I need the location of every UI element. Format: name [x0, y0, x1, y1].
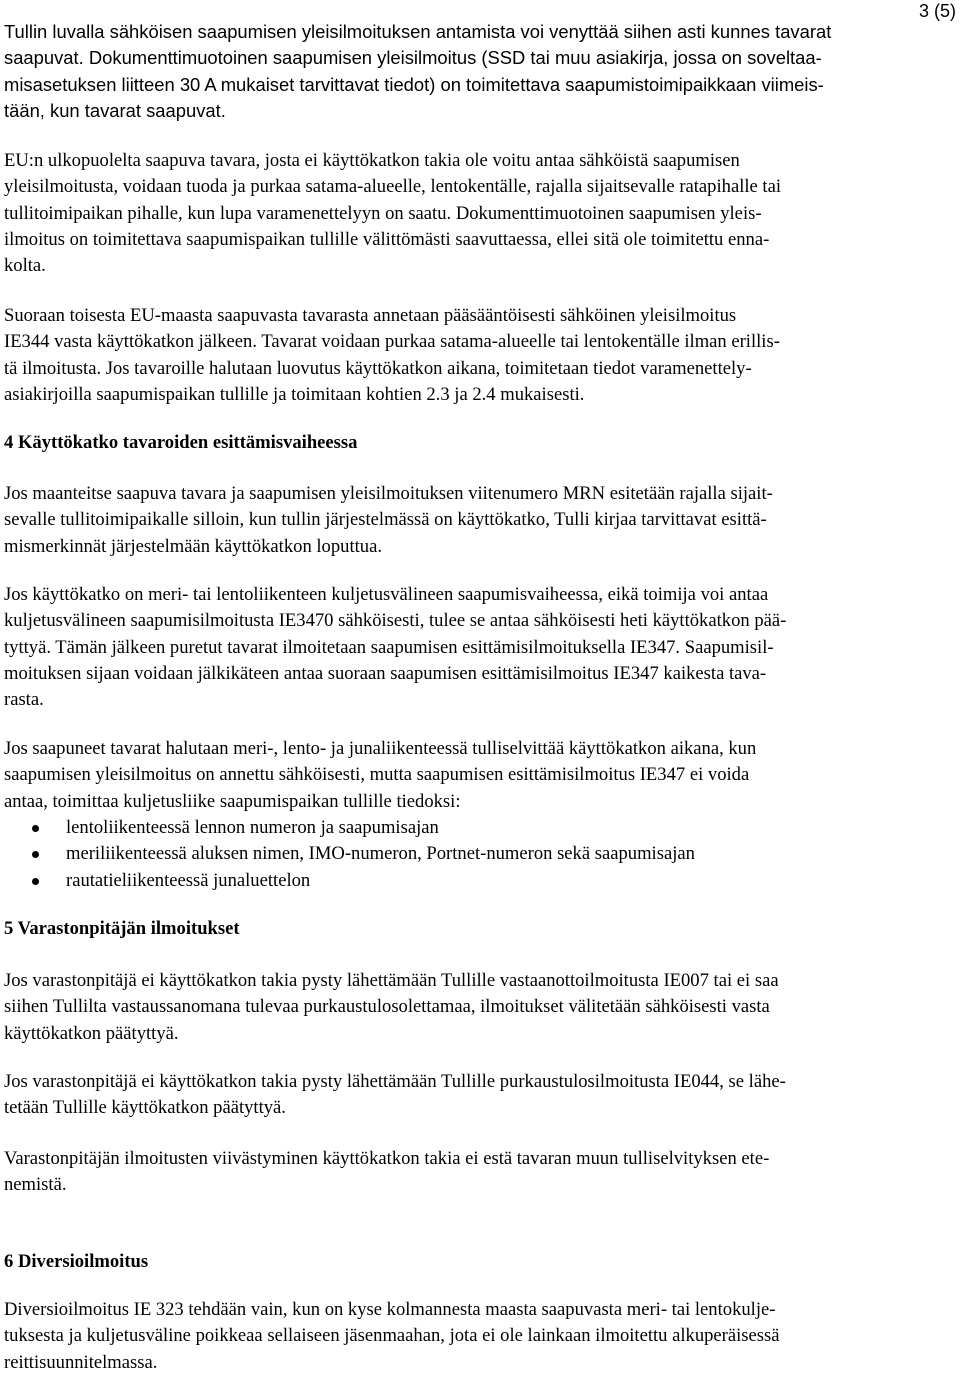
list-item	[4, 841, 695, 867]
bullet-list	[4, 815, 695, 894]
text-line: mismerkinnät järjestelmään käyttökatkon loputtua.	[4, 535, 382, 557]
text-line: kolta.	[4, 255, 46, 277]
list-item	[4, 815, 695, 841]
section-5-paragraph-2	[4, 1069, 956, 1122]
section-4-paragraph-3	[4, 736, 956, 815]
text-line: rasta.	[4, 689, 44, 711]
list-item-text: meriliikenteessä aluksen nimen, IMO-numeron, Portnet-numeron sekä saapumisajan	[66, 843, 695, 865]
eu-inside-paragraph	[4, 303, 956, 408]
intro-paragraph	[4, 19, 956, 124]
text-line: sevalle tullitoimipaikalle silloin, kun tullin järjestelmässä on käyttökatko, Tulli kirjaa tarvittavat esittä-	[4, 509, 767, 531]
text-line: Jos käyttökatko on meri- tai lentoliikenteen kuljetusvälineen saapumisvaiheessa, eikä toimija voi antaa	[4, 584, 769, 605]
text-line: tetään Tullille käyttökatkon päätyttyä.	[4, 1097, 286, 1119]
text-line: Jos maanteitse saapuva tavara ja saapumisen yleisilmoituksen viitenumero MRN esitetään rajalla sijait-	[4, 483, 773, 504]
section-5-paragraph-3	[4, 1146, 956, 1199]
text-line: tään, kun tavarat saapuvat.	[4, 99, 226, 121]
text-line: reittisuunnitelmassa.	[4, 1351, 158, 1373]
section-6-paragraph-1	[4, 1297, 956, 1376]
bullet-icon	[32, 825, 39, 832]
text-line: käyttökatkon päätyttyä.	[4, 1022, 179, 1044]
text-line: saapuvat. Dokumenttimuotoinen saapumisen yleisilmoitus (SSD tai muu asiakirja, jossa on soveltaa-	[4, 47, 822, 69]
text-line: tuksesta ja kuljetusväline poikkeaa sellaiseen jäsenmaahan, jota ei ole lainkaan ilmoitettu alkuperäisessä	[4, 1325, 780, 1347]
text-line: misasetuksen liitteen 30 A mukaiset tarvittavat tiedot) on toimitettava saapumistoimipaikkaan viimeis-	[4, 73, 824, 95]
section-6-heading: 6 Diversioilmoitus	[4, 1251, 149, 1272]
text-line: tä ilmoitusta. Jos tavaroille halutaan luovutus käyttökatkon aikana, toimitetaan tiedot varamenettely-	[4, 357, 752, 379]
bullet-icon	[32, 878, 39, 885]
text-line: ilmoitus on toimitettava saapumispaikan tullille välittömästi saavuttaessa, ellei sitä ole toimitettu enna-	[4, 228, 770, 250]
text-line: Diversioilmoitus IE 323 tehdään vain, kun on kyse kolmannesta maasta saapuvasta meri- tai lentokulje-	[4, 1299, 776, 1320]
text-line: Suoraan toisesta EU-maasta saapuvasta tavarasta annetaan pääsääntöisesti sähköinen yleisilmoitus	[4, 305, 737, 326]
text-line: Jos varastonpitäjä ei käyttökatkon takia pysty lähettämään Tullille vastaanottoilmoitusta IE007 tai ei saa	[4, 970, 779, 991]
list-item	[4, 868, 695, 894]
section-5-heading: 5 Varastonpitäjän ilmoitukset	[4, 918, 240, 939]
text-line: yleisilmoitusta, voidaan tuoda ja purkaa satama-alueelle, lentokentälle, rajalla sijaitsevalle ratapihalle tai	[4, 176, 782, 198]
text-line: nemistä.	[4, 1174, 67, 1196]
text-line: antaa, toimittaa kuljetusliike saapumispaikan tullille tiedoksi:	[4, 790, 461, 812]
section-4-paragraph-1	[4, 481, 956, 560]
text-line: Jos saapuneet tavarat halutaan meri-, lento- ja junaliikenteessä tulliselvittää käyttökatkon aikana, kun	[4, 738, 757, 759]
text-line: kuljetusvälineen saapumisilmoitusta IE3470 sähköisesti, tulee se antaa sähköisesti heti käyttökatkon pää-	[4, 610, 787, 632]
text-line: saapumisen yleisilmoitus on annettu sähköisesti, mutta saapumisen esittämisilmoitus IE347 ei voida	[4, 764, 750, 786]
text-line: EU:n ulkopuolelta saapuva tavara, josta ei käyttökatkon takia ole voitu antaa sähköistä saapumisen	[4, 150, 740, 171]
text-line: moituksen sijaan voidaan jälkikäteen antaa suoraan saapumisen esittämisilmoitus IE347 kaikesta tava-	[4, 662, 767, 684]
section-4-heading: 4 Käyttökatko tavaroiden esittämisvaiheessa	[4, 432, 358, 453]
eu-outside-paragraph	[4, 148, 956, 279]
text-line: tullitoimipaikan pihalle, kun lupa varamenettelyyn on saatu. Dokumenttimuotoinen saapumisen yleis-	[4, 202, 762, 224]
list-item-text: rautatieliikenteessä junaluettelon	[66, 869, 311, 891]
text-line: tyttyä. Tämän jälkeen puretut tavarat ilmoitetaan saapumisen esittämisilmoituksella IE347. Saapumisil-	[4, 636, 774, 658]
section-4-paragraph-2	[4, 582, 956, 713]
text-line: Tullin luvalla sähköisen saapumisen yleisilmoituksen antamista voi venyttää siihen asti kunnes tavarat	[4, 21, 832, 42]
text-line: Jos varastonpitäjä ei käyttökatkon takia pysty lähettämään Tullille purkaustulosilmoitusta IE044, se lähe-	[4, 1071, 786, 1092]
list-item-text: lentoliikenteessä lennon numeron ja saapumisajan	[66, 817, 439, 838]
text-line: siihen Tullilta vastaussanomana tulevaa purkaustulosolettamaa, ilmoitukset välitetään sähköisesti vasta	[4, 996, 770, 1018]
page-number: 3 (5)	[918, 1, 956, 21]
section-5-paragraph-1	[4, 968, 956, 1047]
text-line: IE344 vasta käyttökatkon jälkeen. Tavarat voidaan purkaa satama-alueelle tai lentokentälle ilman erillis-	[4, 331, 780, 353]
text-line: asiakirjoilla saapumispaikan tullille ja toimitaan kohtien 2.3 ja 2.4 mukaisesti.	[4, 383, 585, 405]
text-line: Varastonpitäjän ilmoitusten viivästyminen käyttökatkon takia ei estä tavaran muun tulliselvityksen ete-	[4, 1148, 770, 1169]
bullet-icon	[32, 851, 39, 858]
